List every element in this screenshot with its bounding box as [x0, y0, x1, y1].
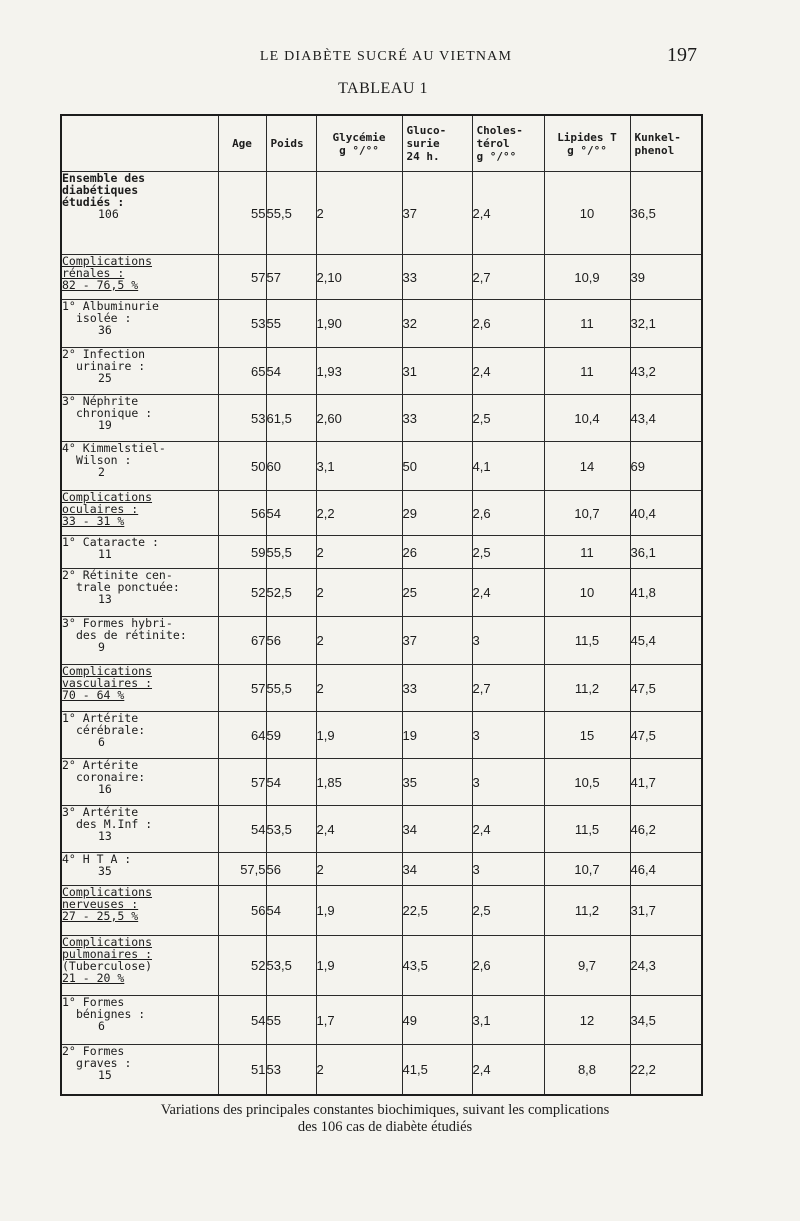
cell-glycemia: 2	[316, 569, 402, 617]
cell-cholesterol: 2,6	[472, 300, 544, 348]
cell-glycosuria: 33	[402, 665, 472, 712]
row-label-line: 2° Formes	[62, 1044, 125, 1058]
cell-cholesterol: 4,1	[472, 442, 544, 491]
cell-kunkel: 47,5	[630, 665, 702, 712]
cell-age: 55	[218, 172, 266, 255]
cell-glycemia: 1,93	[316, 348, 402, 395]
row-label-line: diabétiques	[62, 183, 139, 197]
cell-lipids: 11,5	[544, 806, 630, 853]
cell-kunkel: 46,2	[630, 806, 702, 853]
cell-cholesterol: 3,1	[472, 996, 544, 1045]
cell-glycosuria: 49	[402, 996, 472, 1045]
header-kunkel: Kunkel- phenol	[630, 115, 702, 172]
table-body	[61, 172, 702, 1095]
table-row	[61, 886, 702, 936]
cell-glycosuria: 43,5	[402, 936, 472, 996]
cell-kunkel: 69	[630, 442, 702, 491]
cell-age: 54	[218, 806, 266, 853]
cell-glycemia: 1,85	[316, 759, 402, 806]
table-row	[61, 348, 702, 395]
row-label-line: Ensemble des	[62, 171, 146, 185]
cell-lipids: 11	[544, 300, 630, 348]
cell-lipids: 10,5	[544, 759, 630, 806]
table-row	[61, 665, 702, 712]
row-label	[61, 536, 218, 569]
cell-glycosuria: 29	[402, 491, 472, 536]
row-label-line: 1° Formes	[62, 995, 125, 1009]
cell-glycosuria: 34	[402, 806, 472, 853]
cell-kunkel: 47,5	[630, 712, 702, 759]
cell-glycemia: 2	[316, 172, 402, 255]
cell-weight: 59	[266, 712, 316, 759]
cell-lipids: 14	[544, 442, 630, 491]
cell-cholesterol: 3	[472, 617, 544, 665]
cell-cholesterol: 2,4	[472, 1045, 544, 1095]
row-label-line: 15	[98, 1068, 112, 1082]
row-label-line: (Tuberculose)	[62, 959, 153, 973]
row-label-line: 16	[98, 782, 112, 796]
cell-age: 64	[218, 712, 266, 759]
cell-lipids: 10,4	[544, 395, 630, 442]
row-label-line: des M.Inf :	[76, 817, 153, 831]
cell-age: 53	[218, 395, 266, 442]
row-label-line: des de rétinite:	[76, 628, 187, 642]
cell-cholesterol: 2,5	[472, 536, 544, 569]
row-label	[61, 806, 218, 853]
cell-glycemia: 1,9	[316, 936, 402, 996]
cell-kunkel: 36,1	[630, 536, 702, 569]
table-row	[61, 712, 702, 759]
cell-age: 57	[218, 255, 266, 300]
cell-weight: 54	[266, 348, 316, 395]
row-label	[61, 886, 218, 936]
table-row	[61, 759, 702, 806]
row-label	[61, 936, 218, 996]
row-label-line: Complications	[62, 664, 153, 678]
cell-glycosuria: 33	[402, 395, 472, 442]
row-label-line: 82 - 76,5 %	[62, 278, 139, 292]
cell-weight: 53,5	[266, 936, 316, 996]
row-label-line: bénignes :	[76, 1007, 146, 1021]
cell-glycemia: 2	[316, 617, 402, 665]
row-label-line: coronaire:	[76, 770, 146, 784]
row-label-line: 2° Artérite	[62, 758, 139, 772]
cell-lipids: 11	[544, 348, 630, 395]
row-label	[61, 996, 218, 1045]
cell-kunkel: 34,5	[630, 996, 702, 1045]
cell-cholesterol: 3	[472, 712, 544, 759]
row-label-line: 1° Cataracte :	[62, 535, 159, 549]
row-label-line: Complications	[62, 885, 153, 899]
cell-kunkel: 41,7	[630, 759, 702, 806]
cell-age: 57,5	[218, 853, 266, 886]
row-label-line: pulmonaires :	[62, 947, 153, 961]
cell-glycemia: 3,1	[316, 442, 402, 491]
cell-cholesterol: 2,6	[472, 491, 544, 536]
header-cholesterol: Choles- térol g °/°°	[472, 115, 544, 172]
header-label-column	[61, 115, 218, 172]
row-label-line: 70 - 64 %	[62, 688, 125, 702]
cell-age: 50	[218, 442, 266, 491]
cell-glycosuria: 50	[402, 442, 472, 491]
cell-glycemia: 2,60	[316, 395, 402, 442]
cell-glycosuria: 22,5	[402, 886, 472, 936]
cell-kunkel: 43,2	[630, 348, 702, 395]
cell-glycemia: 1,90	[316, 300, 402, 348]
cell-glycemia: 2,4	[316, 806, 402, 853]
cell-weight: 55	[266, 300, 316, 348]
table-row	[61, 491, 702, 536]
cell-age: 54	[218, 996, 266, 1045]
row-label-line: 2° Infection	[62, 347, 146, 361]
row-label-line: graves :	[76, 1056, 132, 1070]
cell-glycemia: 2	[316, 853, 402, 886]
row-label	[61, 300, 218, 348]
cell-glycosuria: 32	[402, 300, 472, 348]
cell-lipids: 10,9	[544, 255, 630, 300]
row-label	[61, 853, 218, 886]
table-row	[61, 255, 702, 300]
running-title: LE DIABÈTE SUCRÉ AU VIETNAM	[259, 49, 513, 64]
table-row	[61, 569, 702, 617]
running-head	[0, 44, 800, 74]
cell-glycosuria: 35	[402, 759, 472, 806]
cell-age: 56	[218, 491, 266, 536]
cell-glycosuria: 37	[402, 172, 472, 255]
cell-lipids: 11	[544, 536, 630, 569]
cell-lipids: 10,7	[544, 491, 630, 536]
caption-line-2: des 106 cas de diabète étudiés	[297, 1119, 473, 1135]
row-label-line: 3° Néphrite	[62, 394, 139, 408]
cell-cholesterol: 2,5	[472, 886, 544, 936]
cell-weight: 61,5	[266, 395, 316, 442]
header-glycosurie: Gluco- surie 24 h.	[402, 115, 472, 172]
cell-age: 52	[218, 569, 266, 617]
cell-glycosuria: 19	[402, 712, 472, 759]
row-label-line: 4° H T A :	[62, 852, 132, 866]
row-label-line: 21 - 20 %	[62, 971, 125, 985]
cell-age: 67	[218, 617, 266, 665]
cell-kunkel: 41,8	[630, 569, 702, 617]
row-label-line: 19	[98, 418, 112, 432]
cell-glycosuria: 31	[402, 348, 472, 395]
cell-cholesterol: 2,4	[472, 348, 544, 395]
cell-kunkel: 40,4	[630, 491, 702, 536]
row-label-line: 4° Kimmelstiel-	[62, 441, 166, 455]
row-label	[61, 617, 218, 665]
cell-lipids: 15	[544, 712, 630, 759]
cell-lipids: 9,7	[544, 936, 630, 996]
cell-age: 56	[218, 886, 266, 936]
cell-weight: 56	[266, 853, 316, 886]
cell-weight: 55	[266, 996, 316, 1045]
cell-glycosuria: 26	[402, 536, 472, 569]
cell-age: 57	[218, 759, 266, 806]
table-row	[61, 617, 702, 665]
table-row	[61, 853, 702, 886]
header-poids: Poids	[266, 115, 316, 172]
cell-lipids: 10	[544, 172, 630, 255]
cell-kunkel: 39	[630, 255, 702, 300]
cell-glycemia: 2,10	[316, 255, 402, 300]
header-age: Age	[218, 115, 266, 172]
row-label-line: 35	[98, 864, 112, 878]
cell-kunkel: 32,1	[630, 300, 702, 348]
row-label	[61, 1045, 218, 1095]
row-label-line: 25	[98, 371, 112, 385]
cell-weight: 57	[266, 255, 316, 300]
cell-age: 52	[218, 936, 266, 996]
cell-cholesterol: 2,6	[472, 936, 544, 996]
cell-age: 51	[218, 1045, 266, 1095]
cell-kunkel: 43,4	[630, 395, 702, 442]
cell-glycosuria: 33	[402, 255, 472, 300]
cell-weight: 52,5	[266, 569, 316, 617]
row-label-line: 106	[98, 207, 119, 221]
cell-glycemia: 1,9	[316, 886, 402, 936]
row-label-line: Complications	[62, 254, 153, 268]
cell-weight: 60	[266, 442, 316, 491]
cell-cholesterol: 2,7	[472, 665, 544, 712]
table-row	[61, 442, 702, 491]
row-label	[61, 255, 218, 300]
cell-cholesterol: 2,5	[472, 395, 544, 442]
cell-cholesterol: 3	[472, 853, 544, 886]
row-label-line: 13	[98, 592, 112, 606]
cell-lipids: 8,8	[544, 1045, 630, 1095]
row-label-line: 27 - 25,5 %	[62, 909, 139, 923]
cell-glycemia: 1,7	[316, 996, 402, 1045]
cell-kunkel: 45,4	[630, 617, 702, 665]
row-label-line: Complications	[62, 490, 153, 504]
row-label-line: chronique :	[76, 406, 153, 420]
table-row	[61, 536, 702, 569]
row-label-line: nerveuses :	[62, 897, 139, 911]
page-number: 197	[667, 44, 697, 66]
cell-lipids: 10	[544, 569, 630, 617]
cell-glycosuria: 41,5	[402, 1045, 472, 1095]
row-label-line: 2° Rétinite cen-	[62, 568, 173, 582]
cell-weight: 54	[266, 759, 316, 806]
row-label-line: 11	[98, 547, 112, 561]
table-title: TABLEAU 1	[338, 80, 428, 97]
row-label-line: 33 - 31 %	[62, 514, 125, 528]
cell-cholesterol: 2,4	[472, 172, 544, 255]
cell-weight: 54	[266, 886, 316, 936]
row-label-line: 6	[98, 1019, 105, 1033]
cell-kunkel: 22,2	[630, 1045, 702, 1095]
cell-weight: 53,5	[266, 806, 316, 853]
header-lipides: Lipides T g °/°°	[544, 115, 630, 172]
cell-kunkel: 36,5	[630, 172, 702, 255]
cell-glycosuria: 34	[402, 853, 472, 886]
header-glycemie: Glycémie g °/°°	[316, 115, 402, 172]
cell-age: 53	[218, 300, 266, 348]
table-row	[61, 996, 702, 1045]
table-caption	[90, 1102, 680, 1136]
cell-glycemia: 1,9	[316, 712, 402, 759]
table-row	[61, 806, 702, 853]
row-label	[61, 759, 218, 806]
table-row	[61, 300, 702, 348]
cell-lipids: 12	[544, 996, 630, 1045]
cell-kunkel: 24,3	[630, 936, 702, 996]
row-label	[61, 665, 218, 712]
row-label-line: oculaires :	[62, 502, 139, 516]
row-label-line: cérébrale:	[76, 723, 146, 737]
row-label-line: 6	[98, 735, 105, 749]
cell-weight: 54	[266, 491, 316, 536]
row-label-line: 1° Albuminurie	[62, 299, 159, 313]
row-label	[61, 442, 218, 491]
row-label	[61, 395, 218, 442]
row-label	[61, 569, 218, 617]
cell-age: 65	[218, 348, 266, 395]
header-row	[61, 115, 702, 172]
cell-kunkel: 46,4	[630, 853, 702, 886]
cell-lipids: 11,5	[544, 617, 630, 665]
cell-cholesterol: 2,4	[472, 569, 544, 617]
table-row	[61, 395, 702, 442]
cell-glycemia: 2	[316, 536, 402, 569]
cell-cholesterol: 3	[472, 759, 544, 806]
data-table	[60, 114, 703, 1096]
table-row	[61, 1045, 702, 1095]
row-label-line: 3° Artérite	[62, 805, 139, 819]
row-label-line: 13	[98, 829, 112, 843]
cell-weight: 55,5	[266, 665, 316, 712]
row-label-line: 3° Formes hybri-	[62, 616, 173, 630]
row-label-line: étudiés :	[62, 195, 125, 209]
row-label-line: 2	[98, 465, 105, 479]
cell-glycemia: 2	[316, 665, 402, 712]
cell-weight: 56	[266, 617, 316, 665]
cell-age: 57	[218, 665, 266, 712]
cell-weight: 55,5	[266, 172, 316, 255]
row-label-line: Wilson :	[76, 453, 132, 467]
table-row	[61, 172, 702, 255]
cell-glycosuria: 25	[402, 569, 472, 617]
row-label	[61, 172, 218, 255]
cell-glycosuria: 37	[402, 617, 472, 665]
row-label	[61, 491, 218, 536]
caption-line-1: Variations des principales constantes biochimiques, suivant les complications	[160, 1102, 610, 1118]
row-label-line: rénales :	[62, 266, 125, 280]
cell-lipids: 11,2	[544, 886, 630, 936]
cell-glycemia: 2,2	[316, 491, 402, 536]
cell-lipids: 11,2	[544, 665, 630, 712]
table-row	[61, 936, 702, 996]
row-label-line: isolée :	[76, 311, 132, 325]
row-label	[61, 712, 218, 759]
cell-cholesterol: 2,7	[472, 255, 544, 300]
row-label	[61, 348, 218, 395]
row-label-line: trale ponctuée:	[76, 580, 180, 594]
row-label-line: urinaire :	[76, 359, 146, 373]
cell-weight: 55,5	[266, 536, 316, 569]
cell-age: 59	[218, 536, 266, 569]
row-label-line: 1° Artérite	[62, 711, 139, 725]
cell-lipids: 10,7	[544, 853, 630, 886]
cell-cholesterol: 2,4	[472, 806, 544, 853]
row-label-line: vasculaires :	[62, 676, 153, 690]
row-label-line: Complications	[62, 935, 153, 949]
row-label-line: 36	[98, 323, 112, 337]
cell-weight: 53	[266, 1045, 316, 1095]
cell-kunkel: 31,7	[630, 886, 702, 936]
row-label-line: 9	[98, 640, 105, 654]
cell-glycemia: 2	[316, 1045, 402, 1095]
